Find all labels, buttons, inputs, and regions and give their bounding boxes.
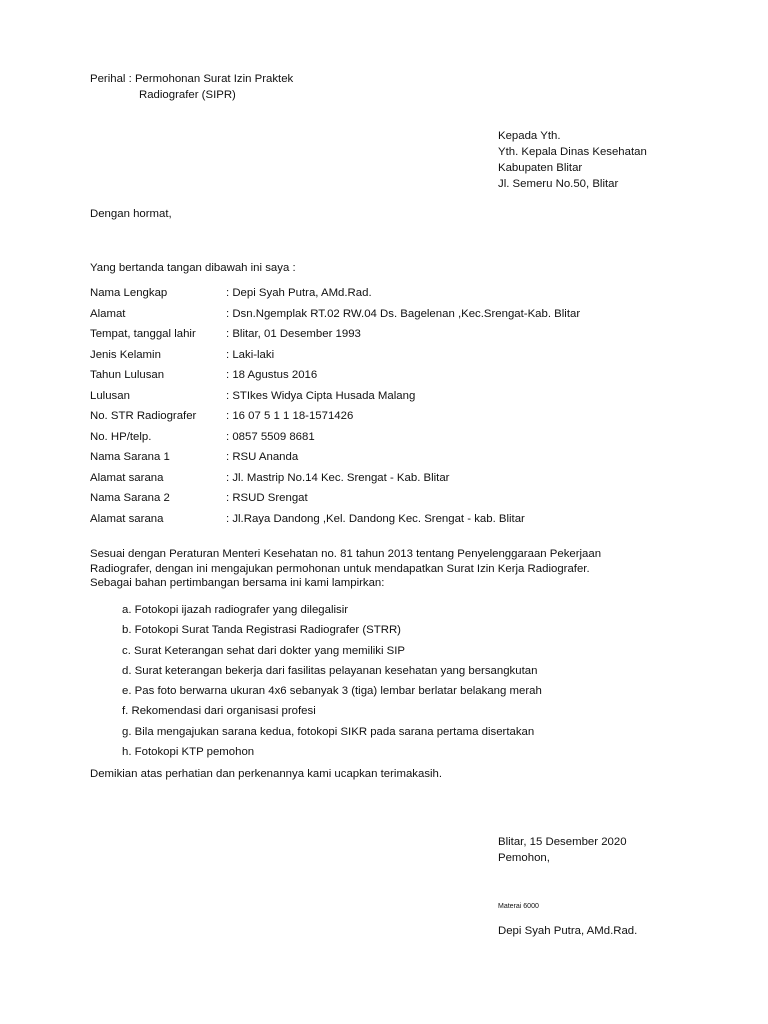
detail-value: : 18 Agustus 2016 bbox=[226, 369, 318, 381]
detail-value: : Jl. Mastrip No.14 Kec. Srengat - Kab. Blitar bbox=[226, 471, 450, 484]
detail-value: : 16 07 5 1 1 18-1571426 bbox=[226, 410, 354, 422]
detail-value: : Laki-laki bbox=[226, 348, 275, 361]
attachment-item: f. Rekomendasi dari organisasi profesi bbox=[122, 705, 316, 718]
signature-block bbox=[498, 836, 627, 867]
detail-value: : RSUD Srengat bbox=[226, 492, 308, 504]
detail-value: : RSU Ananda bbox=[226, 451, 299, 463]
detail-label: Tahun Lulusan bbox=[90, 369, 165, 381]
detail-value: : Depi Syah Putra, AMd.Rad. bbox=[226, 287, 372, 299]
detail-label: Nama Sarana 2 bbox=[90, 492, 170, 504]
detail-value: : STIkes Widya Cipta Husada Malang bbox=[226, 389, 416, 402]
attachment-item: e. Pas foto berwarna ukuran 4x6 sebanyak 3 (tiga) lembar berlatar belakang merah bbox=[122, 685, 542, 698]
detail-label: Nama Sarana 1 bbox=[90, 451, 170, 463]
body-line: Radiografer, dengan ini mengajukan permohonan untuk mendapatkan Surat Izin Kerja Radiografer. bbox=[90, 562, 590, 575]
body-line: Sebagai bahan pertimbangan bersama ini kami lampirkan: bbox=[90, 577, 385, 590]
detail-label: Nama Lengkap bbox=[90, 287, 168, 299]
recipient-block bbox=[498, 130, 647, 194]
intro-text: Yang bertanda tangan dibawah ini saya : bbox=[90, 262, 296, 274]
detail-value: : Blitar, 01 Desember 1993 bbox=[226, 328, 361, 340]
closing-text: Demikian atas perhatian dan perkenannya kami ucapkan terimakasih. bbox=[90, 768, 443, 780]
detail-label: Jenis Kelamin bbox=[90, 348, 161, 361]
signer-name: Depi Syah Putra, AMd.Rad. bbox=[498, 925, 638, 937]
body-line: Sesuai dengan Peraturan Menteri Kesehatan no. 81 tahun 2013 tentang Penyelenggaraan Pekerjaan bbox=[90, 548, 602, 560]
detail-label: No. STR Radiografer bbox=[90, 410, 197, 422]
greeting: Dengan hormat, bbox=[90, 208, 172, 220]
recipient-line: Jl. Semeru No.50, Blitar bbox=[498, 178, 619, 191]
attachment-item: h. Fotokopi KTP pemohon bbox=[122, 746, 255, 759]
detail-value: : 0857 5509 8681 bbox=[226, 430, 315, 443]
signer-role: Pemohon, bbox=[498, 851, 550, 864]
detail-label: Alamat sarana bbox=[90, 512, 164, 525]
attachment-item: c. Surat Keterangan sehat dari dokter yang memiliki SIP bbox=[122, 644, 406, 657]
detail-label: Lulusan bbox=[90, 389, 130, 402]
attachment-item: d. Surat keterangan bekerja dari fasilitas pelayanan kesehatan yang bersangkutan bbox=[122, 664, 538, 677]
attachment-item: a. Fotokopi ijazah radiografer yang dilegalisir bbox=[122, 604, 349, 616]
detail-label: Alamat sarana bbox=[90, 471, 164, 484]
recipient-line: Kepada Yth. bbox=[498, 130, 561, 142]
subject-block bbox=[90, 73, 293, 102]
recipient-line: Yth. Kepala Dinas Kesehatan bbox=[498, 146, 647, 159]
place-date: Blitar, 15 Desember 2020 bbox=[498, 836, 627, 848]
body-paragraph bbox=[90, 548, 670, 592]
detail-value: : Dsn.Ngemplak RT.02 RW.04 Ds. Bagelenan ,Kec.Srengat-Kab. Blitar bbox=[226, 307, 581, 320]
attachment-item: g. Bila mengajukan sarana kedua, fotokopi SIKR pada sarana pertama disertakan bbox=[122, 725, 535, 738]
stamp-label: Materai 6000 bbox=[498, 903, 539, 910]
subject-line-2: Radiografer (SIPR) bbox=[139, 88, 236, 101]
attachment-item: b. Fotokopi Surat Tanda Registrasi Radiografer (STRR) bbox=[122, 624, 401, 637]
detail-value: : Jl.Raya Dandong ,Kel. Dandong Kec. Srengat - kab. Blitar bbox=[226, 512, 525, 525]
detail-label: Tempat, tanggal lahir bbox=[90, 328, 196, 340]
recipient-line: Kabupaten Blitar bbox=[498, 162, 583, 175]
detail-label: Alamat bbox=[90, 307, 126, 320]
subject-line: Perihal : Permohonan Surat Izin Praktek bbox=[90, 73, 294, 85]
detail-label: No. HP/telp. bbox=[90, 430, 152, 443]
attachment-list bbox=[122, 604, 542, 766]
